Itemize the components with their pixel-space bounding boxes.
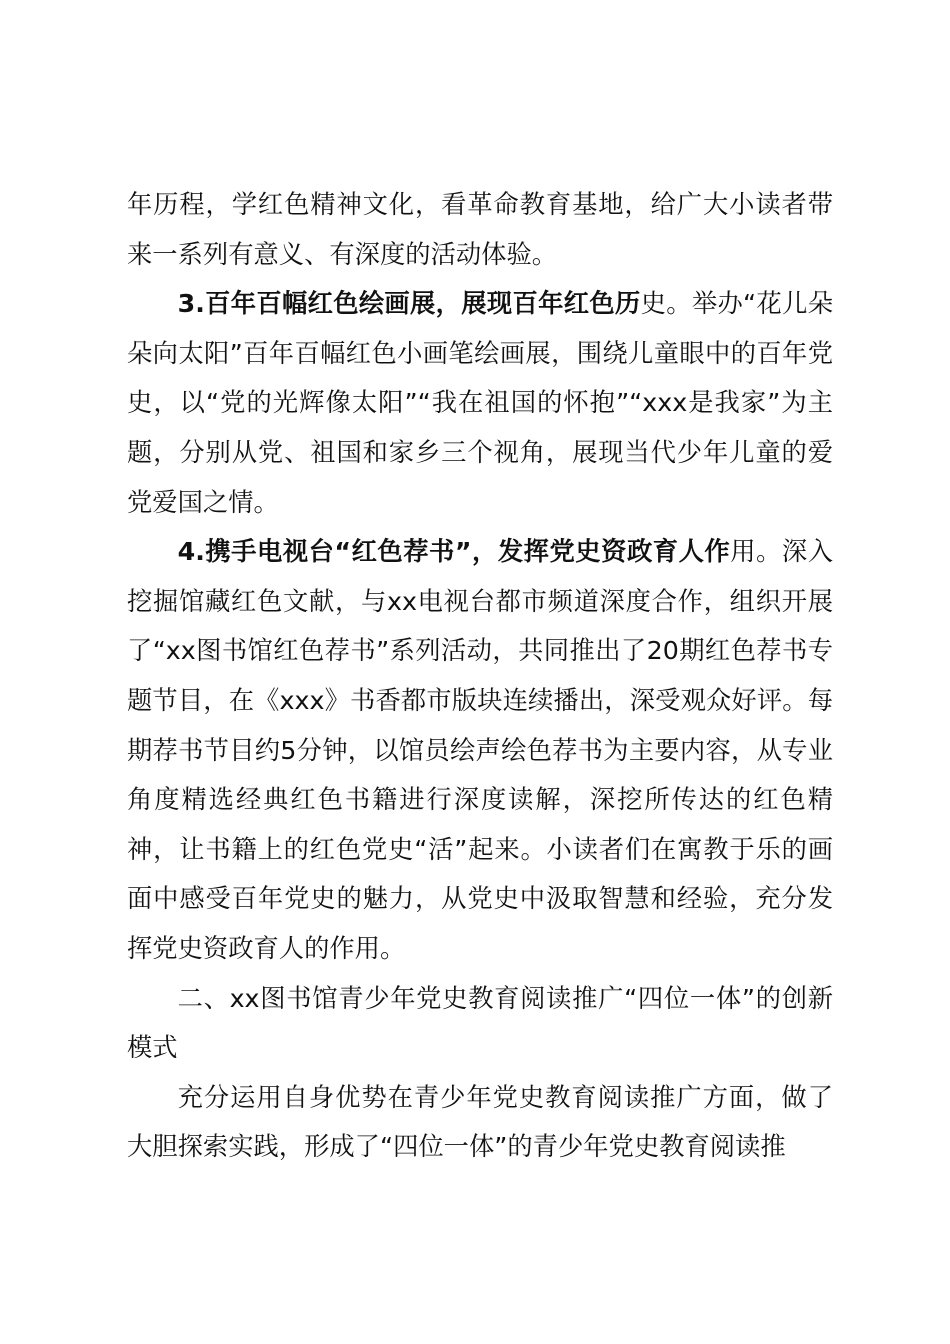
paragraph-painting-exhibition (127, 279, 833, 527)
paragraph-heading: 3.百年百幅红色绘画展，展现百年红色历 (177, 289, 641, 319)
paragraph-text: 用。深入挖掘馆藏红色文献，与xx电视台都市频道深度合作，组织开展了“xx图书馆红色荐书”系列活动，共同推出了20期红色荐书专题节目，在《xxx》书香都市版块连续播出，深受观众好评。每期荐书节目约5分钟，以馆员绘声绘色荐书为主要内容，从专业角度精选经典红色书籍进行深度读解，深挖所传达的红色精神，让书籍上的红色党史“活”起来。小读者们在寓教于乐的画面中感受百年党史的魅力，从党史中汲取智慧和经验，充分发挥党史资政育人的作用。 (127, 537, 833, 963)
paragraph-text: 充分运用自身优势在青少年党史教育阅读推广方面，做了大胆探索实践，形成了“四位一体”的青少年党史教育阅读推 (127, 1082, 833, 1162)
section-heading (127, 974, 833, 1073)
section-heading-text: 二、xx图书馆青少年党史教育阅读推广“四位一体”的创新模式 (127, 983, 833, 1063)
paragraph-heading: 4.携手电视台“红色荐书”，发挥党史资政育人作 (177, 537, 731, 567)
paragraph-tv-recommendation (127, 527, 833, 973)
paragraph-four-in-one (127, 1073, 833, 1172)
document-page (127, 180, 833, 1172)
paragraph-text: 史。举办“花儿朵朵向太阳”百年百幅红色小画笔绘画展，围绕儿童眼中的百年党史，以“党的光辉像太阳”“我在祖国的怀抱”“xxx是我家”为主题，分别从党、祖国和家乡三个视角，展现当代少年儿童的爱党爱国之情。 (127, 289, 834, 517)
paragraph-text: 年历程，学红色精神文化，看革命教育基地，给广大小读者带来一系列有意义、有深度的活动体验。 (127, 190, 833, 269)
paragraph-continuation (127, 180, 833, 279)
